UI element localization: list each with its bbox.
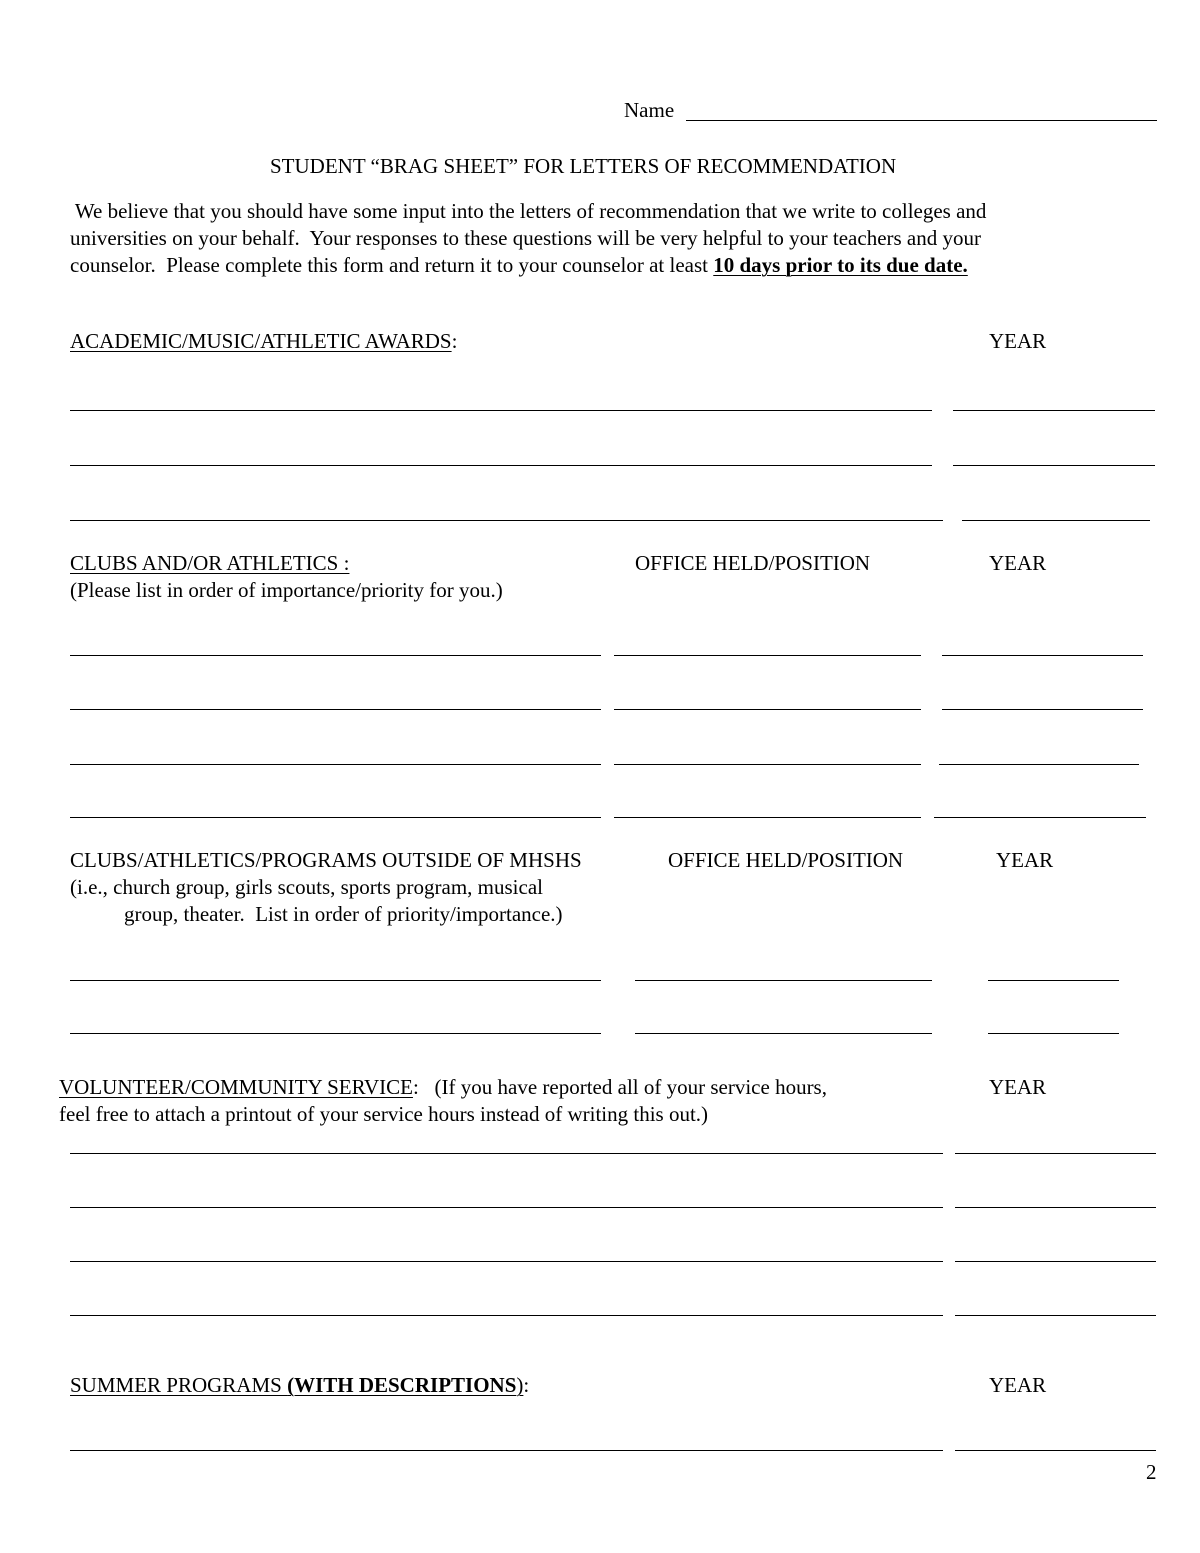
volunteer-year-line[interactable] bbox=[955, 1315, 1156, 1316]
award-year-line[interactable] bbox=[953, 410, 1155, 411]
outside-note-1: (i.e., church group, girls scouts, sports program, musical bbox=[70, 875, 543, 899]
clubs-note: (Please list in order of importance/priority for you.) bbox=[70, 578, 503, 602]
summer-entry-line[interactable] bbox=[70, 1450, 943, 1451]
intro-line-1: We believe that you should have some input into the letters of recommendation that we write to colleges and bbox=[70, 199, 987, 223]
clubs-office-header: OFFICE HELD/POSITION bbox=[635, 551, 871, 575]
club-entry-line[interactable] bbox=[70, 709, 601, 710]
volunteer-note-1: (If you have reported all of your service hours, bbox=[418, 1075, 827, 1099]
outside-heading: CLUBS/ATHLETICS/PROGRAMS OUTSIDE OF MHSHS bbox=[70, 848, 582, 872]
award-year-line[interactable] bbox=[953, 465, 1155, 466]
summer-heading-close: ) bbox=[516, 1373, 524, 1397]
intro-line-2: universities on your behalf. Your responses to these questions will be very helpful to your teachers and your bbox=[70, 226, 981, 250]
outside-year-line[interactable] bbox=[988, 1033, 1119, 1034]
summer-heading bbox=[70, 1372, 529, 1399]
volunteer-year-line[interactable] bbox=[955, 1207, 1156, 1208]
outside-entry-line[interactable] bbox=[70, 980, 601, 981]
club-office-line[interactable] bbox=[614, 655, 921, 656]
club-office-line[interactable] bbox=[614, 817, 921, 818]
outside-note-2: group, theater. List in order of priority/importance.) bbox=[124, 902, 563, 926]
awards-year-header: YEAR bbox=[989, 329, 1047, 353]
outside-year-header: YEAR bbox=[996, 848, 1054, 872]
outside-office-header: OFFICE HELD/POSITION bbox=[668, 848, 904, 872]
awards-heading-text: ACADEMIC/MUSIC/ATHLETIC AWARDS bbox=[70, 329, 452, 353]
page-number: 2 bbox=[1146, 1460, 1157, 1484]
club-year-line[interactable] bbox=[934, 817, 1146, 818]
intro-paragraph bbox=[70, 198, 1150, 279]
award-entry-line[interactable] bbox=[70, 410, 932, 411]
club-office-line[interactable] bbox=[614, 764, 921, 765]
club-entry-line[interactable] bbox=[70, 655, 601, 656]
summer-year-header: YEAR bbox=[989, 1373, 1047, 1397]
due-date-emphasis: 10 days prior to its due date. bbox=[713, 253, 968, 277]
award-year-line[interactable] bbox=[962, 520, 1150, 521]
club-year-line[interactable] bbox=[942, 709, 1143, 710]
club-entry-line[interactable] bbox=[70, 817, 601, 818]
volunteer-entry-line[interactable] bbox=[70, 1261, 943, 1262]
summer-heading-bold: (WITH DESCRIPTIONS bbox=[287, 1373, 517, 1397]
clubs-year-header: YEAR bbox=[989, 551, 1047, 575]
volunteer-heading-colon: : bbox=[412, 1075, 419, 1099]
club-year-line[interactable] bbox=[939, 764, 1139, 765]
outside-office-line[interactable] bbox=[635, 980, 932, 981]
clubs-heading: CLUBS AND/OR ATHLETICS : bbox=[70, 551, 350, 575]
volunteer-year-line[interactable] bbox=[955, 1261, 1156, 1262]
summer-heading-text: SUMMER PROGRAMS bbox=[70, 1373, 288, 1397]
awards-heading bbox=[70, 328, 457, 355]
volunteer-note-2: feel free to attach a printout of your service hours instead of writing this out.) bbox=[59, 1102, 709, 1126]
award-entry-line[interactable] bbox=[70, 520, 943, 521]
volunteer-year-line[interactable] bbox=[955, 1153, 1156, 1154]
intro-line-3 bbox=[70, 252, 1150, 279]
summer-heading-colon: : bbox=[523, 1373, 530, 1397]
awards-heading-colon: : bbox=[451, 329, 458, 353]
volunteer-heading bbox=[59, 1074, 827, 1101]
outside-office-line[interactable] bbox=[635, 1033, 932, 1034]
summer-year-line[interactable] bbox=[955, 1450, 1156, 1451]
club-office-line[interactable] bbox=[614, 709, 921, 710]
award-entry-line[interactable] bbox=[70, 465, 932, 466]
name-input-line[interactable] bbox=[686, 120, 1157, 121]
club-year-line[interactable] bbox=[942, 655, 1143, 656]
club-entry-line[interactable] bbox=[70, 764, 601, 765]
volunteer-entry-line[interactable] bbox=[70, 1207, 943, 1208]
intro-line-3-text: counselor. Please complete this form and return it to your counselor at least bbox=[70, 253, 714, 277]
volunteer-year-header: YEAR bbox=[989, 1075, 1047, 1099]
volunteer-heading-text: VOLUNTEER/COMMUNITY SERVICE bbox=[59, 1075, 413, 1099]
name-label: Name bbox=[624, 98, 675, 122]
volunteer-entry-line[interactable] bbox=[70, 1315, 943, 1316]
volunteer-entry-line[interactable] bbox=[70, 1153, 943, 1154]
outside-entry-line[interactable] bbox=[70, 1033, 601, 1034]
outside-year-line[interactable] bbox=[988, 980, 1119, 981]
page-title: STUDENT “BRAG SHEET” FOR LETTERS OF RECOMMENDATION bbox=[270, 154, 897, 178]
